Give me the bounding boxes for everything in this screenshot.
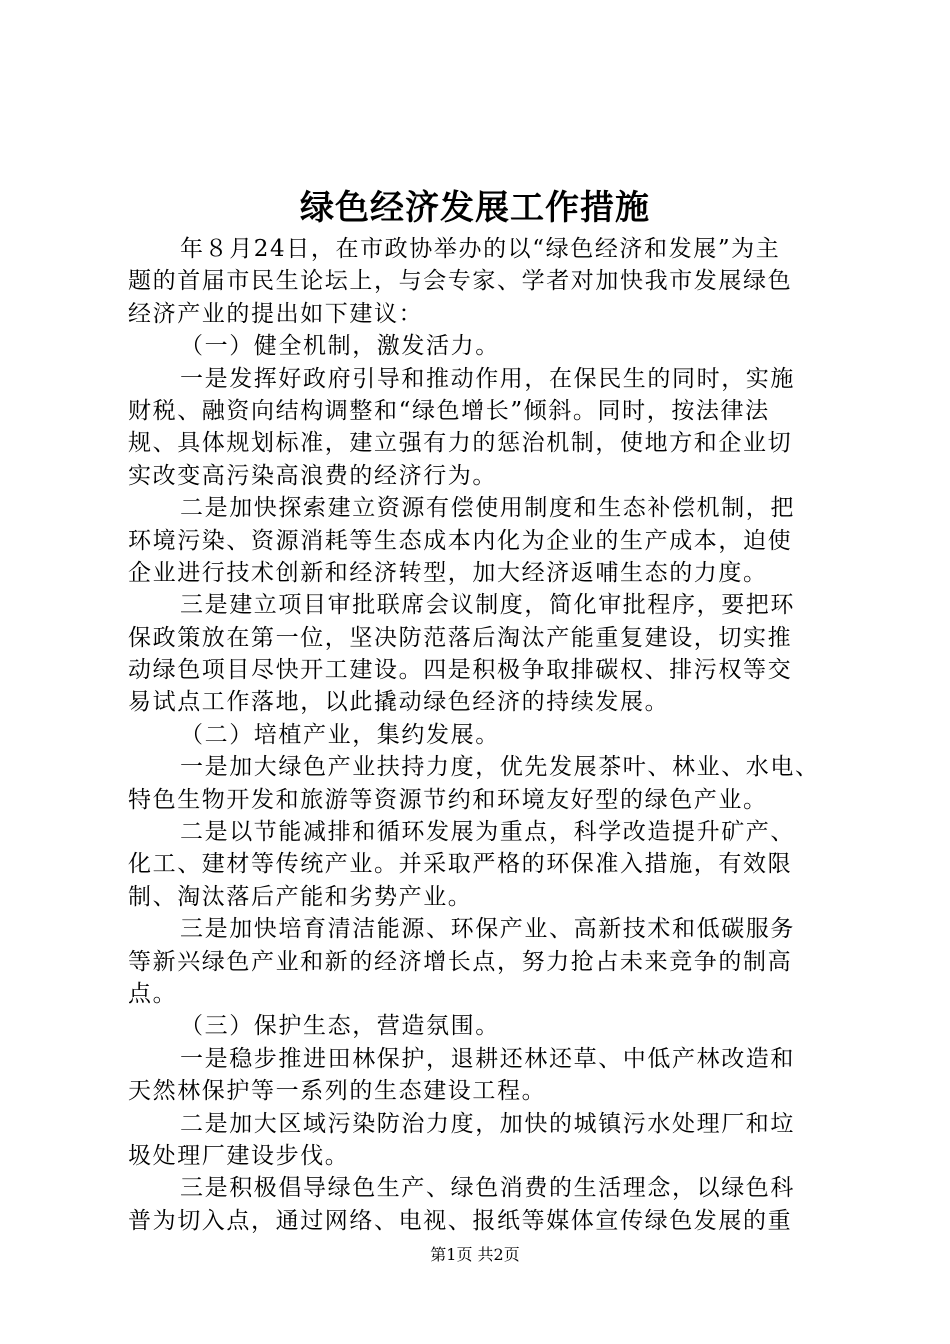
text-line: 三是积极倡导绿色生产、绿色消费的生活理念，以绿色科 — [180, 1175, 795, 1202]
text-line: 圾处理厂建设步伐。 — [128, 1142, 350, 1169]
text-line: 三是建立项目审批联席会议制度，简化审批程序，要把环 — [180, 592, 795, 619]
text-line: 二是加大区域污染防治力度，加快的城镇污水处理厂和垃 — [180, 1110, 795, 1137]
text-line: 三是加快培育清洁能源、环保产业、高新技术和低碳服务 — [180, 916, 795, 943]
text-line: 等新兴绿色产业和新的经济增长点，努力抢占未来竞争的制高 — [128, 948, 793, 975]
text-line: 天然林保护等一系列的生态建设工程。 — [128, 1078, 547, 1105]
document-title: 绿色经济发展工作措施 — [300, 188, 650, 228]
text-line: 制、淘汰落后产能和劣势产业。 — [128, 883, 473, 910]
text-line: 企业进行技术创新和经济转型，加大经济返哺生态的力度。 — [128, 559, 768, 586]
text-line: 一是发挥好政府引导和推动作用，在保民生的同时，实施 — [180, 365, 795, 392]
page-footer: 第1页 共2页 — [430, 1245, 520, 1264]
text-line: （一）健全机制，激发活力。 — [180, 333, 500, 360]
text-line: 化工、建材等传统产业。并采取严格的环保准入措施，有效限 — [128, 851, 793, 878]
text-line: （二）培植产业，集约发展。 — [180, 721, 500, 748]
text-line: 一是稳步推进田林保护，退耕还林还草、中低产林改造和 — [180, 1045, 795, 1072]
text-line: 题的首届市民生论坛上，与会专家、学者对加快我市发展绿色 — [128, 268, 793, 295]
text-line: 易试点工作落地，以此撬动绿色经济的持续发展。 — [128, 689, 670, 716]
text-line: （三）保护生态，营造氛围。 — [180, 1013, 500, 1040]
text-line: 二是加快探索建立资源有偿使用制度和生态补偿机制，把 — [180, 495, 795, 522]
document-body — [128, 233, 840, 1237]
text-line: 实改变高污染高浪费的经济行为。 — [128, 462, 497, 489]
text-line: 二是以节能减排和循环发展为重点，科学改造提升矿产、 — [180, 819, 795, 846]
text-line: 点。 — [128, 980, 178, 1007]
text-line: 普为切入点，通过网络、电视、报纸等媒体宣传绿色发展的重 — [128, 1207, 793, 1234]
text-line: 年８月24日，在市政协举办的以“绿色经济和发展”为主 — [180, 236, 781, 262]
text-line: 动绿色项目尽快开工建设。四是积极争取排碳权、排污权等交 — [128, 657, 793, 684]
text-line: 环境污染、资源消耗等生态成本内化为企业的生产成本，迫使 — [128, 527, 793, 554]
text-line: 特色生物开发和旅游等资源节约和环境友好型的绿色产业。 — [128, 786, 768, 813]
text-line: 规、具体规划标准，建立强有力的惩治机制，使地方和企业切 — [128, 430, 793, 457]
text-line: 一是加大绿色产业扶持力度，优先发展茶叶、林业、水电、 — [180, 754, 820, 781]
text-line: 经济产业的提出如下建议： — [128, 300, 424, 327]
text-line: 财税、融资向结构调整和“绿色增长”倾斜。同时，按法律法 — [128, 397, 770, 424]
text-line: 保政策放在第一位，坚决防范落后淘汰产能重复建设，切实推 — [128, 624, 793, 651]
